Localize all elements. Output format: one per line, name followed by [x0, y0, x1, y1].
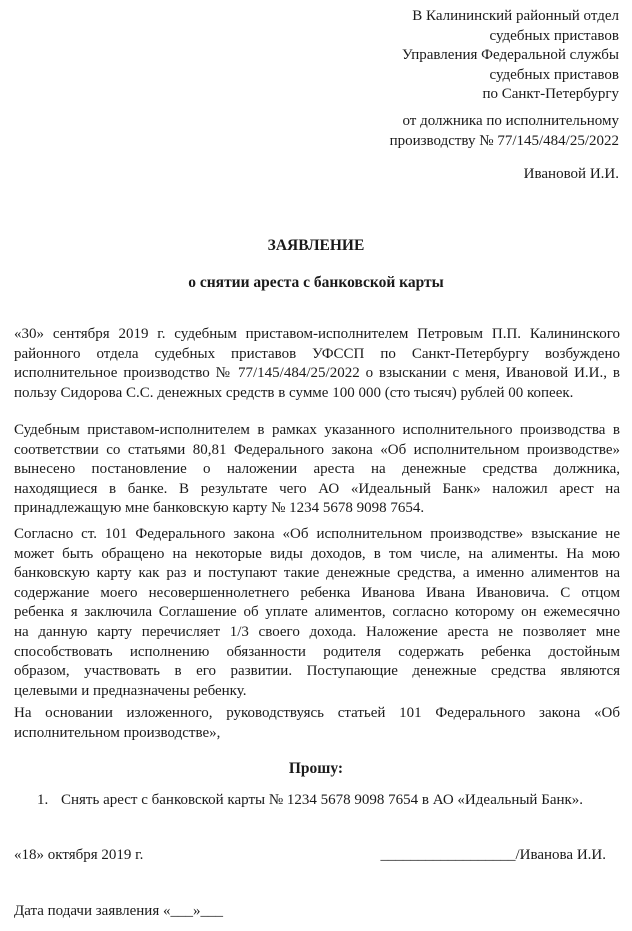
signature-date: «18» октября 2019 г. — [14, 847, 144, 863]
paragraph-line: Согласно ст. 101 Федерального закона «Об исполнительном производстве» взыскание не — [14, 526, 620, 542]
paragraph-arrest-details — [14, 421, 620, 519]
request-heading: Прошу: — [288, 760, 344, 777]
addressee-line: судебных приставов — [489, 27, 619, 44]
paragraph-line: районного отдела судебных приставов УФССП по Санкт-Петербургу возбуждено — [14, 345, 620, 362]
addressee-line: по Санкт-Петербургу — [482, 86, 619, 103]
paragraph-line: вынесено постановление о наложении ареста на денежные средства должника, — [14, 461, 620, 478]
request-item — [37, 791, 583, 811]
paragraph-line: банковскую карту как раз и поступают такие денежные средства, а именно алиментов на — [14, 565, 620, 582]
paragraph-line: ребенка я заключила Соглашение об уплате алиментов, согласно которому он ежемесячно — [14, 604, 620, 621]
paragraph-line: «30» сентября 2019 г. судебным приставом-исполнителем Петровым П.П. Калининского — [14, 326, 620, 342]
paragraph-basis — [14, 704, 620, 743]
paragraph-line: образом, участвовать в его развитии. Поступающие денежные средства являются — [14, 663, 620, 680]
sender-line: от должника по исполнительному — [402, 113, 619, 129]
paragraph-line: пользу Сидорова С.С. денежных средств в сумме 100 000 (сто тысяч) рублей 00 копеек. — [14, 384, 574, 401]
addressee-line: судебных приставов — [489, 66, 619, 83]
addressee-block — [402, 7, 619, 105]
paragraph-line: принадлежащую мне банковскую карту № 1234 5678 9098 7654. — [14, 500, 425, 517]
sender-block — [390, 112, 619, 151]
request-item-text: Снять арест с банковской карты № 1234 5678 9098 7654 в АО «Идеальный Банк». — [61, 792, 584, 808]
paragraph-line: содержание моего несовершеннолетнего ребенка Иванова Ивана Ивановича. С отцом — [14, 584, 620, 601]
paragraph-line: находящиеся в банке. В результате чего АО «Идеальный Банк» наложил арест на — [14, 480, 620, 497]
sender-line: производству № 77/145/484/25/2022 — [389, 132, 619, 149]
addressee-line: Управления Федеральной службы — [401, 47, 619, 64]
paragraph-line: исполнительное производство № 77/145/484/25/2022 о взыскании с меня, Ивановой И.И., в — [14, 365, 620, 382]
addressee-line: В Калининский районный отдел — [412, 8, 619, 24]
request-list — [37, 791, 583, 811]
paragraph-line: способствовать исполнению обязанности родителя содержать ребенка достойным — [14, 643, 620, 660]
sender-name: Ивановой И.И. — [523, 166, 619, 182]
signature-line: __________________/Иванова И.И. — [380, 847, 606, 863]
paragraph-line: может быть обращено на некоторые виды доходов, в том числе, на алименты. На мою — [14, 545, 620, 562]
request-item-number: 1. — [37, 792, 49, 808]
paragraph-line: исполнительном производстве», — [14, 724, 221, 741]
paragraph-case-details — [14, 325, 620, 403]
paragraph-line: соответствии со статьями 80,81 Федерального закона «Об исполнительном производстве» — [14, 441, 620, 458]
paragraph-line: на данную карту перечисляет 1/3 своего дохода. Наложение ареста не позволяет мне — [14, 623, 620, 640]
paragraph-legal-grounds — [14, 525, 620, 701]
paragraph-line: Судебным приставом-исполнителем в рамках указанного исполнительного производства в — [14, 422, 620, 438]
paragraph-line: целевыми и предназначены ребенку. — [14, 682, 247, 699]
document-subtitle: о снятии ареста с банковской карты — [188, 274, 444, 291]
submission-date-line: Дата подачи заявления «___»___ — [14, 903, 223, 919]
paragraph-line: На основании изложенного, руководствуясь статьей 101 Федерального закона «Об — [14, 705, 620, 721]
document-title: ЗАЯВЛЕНИЕ — [267, 237, 365, 254]
